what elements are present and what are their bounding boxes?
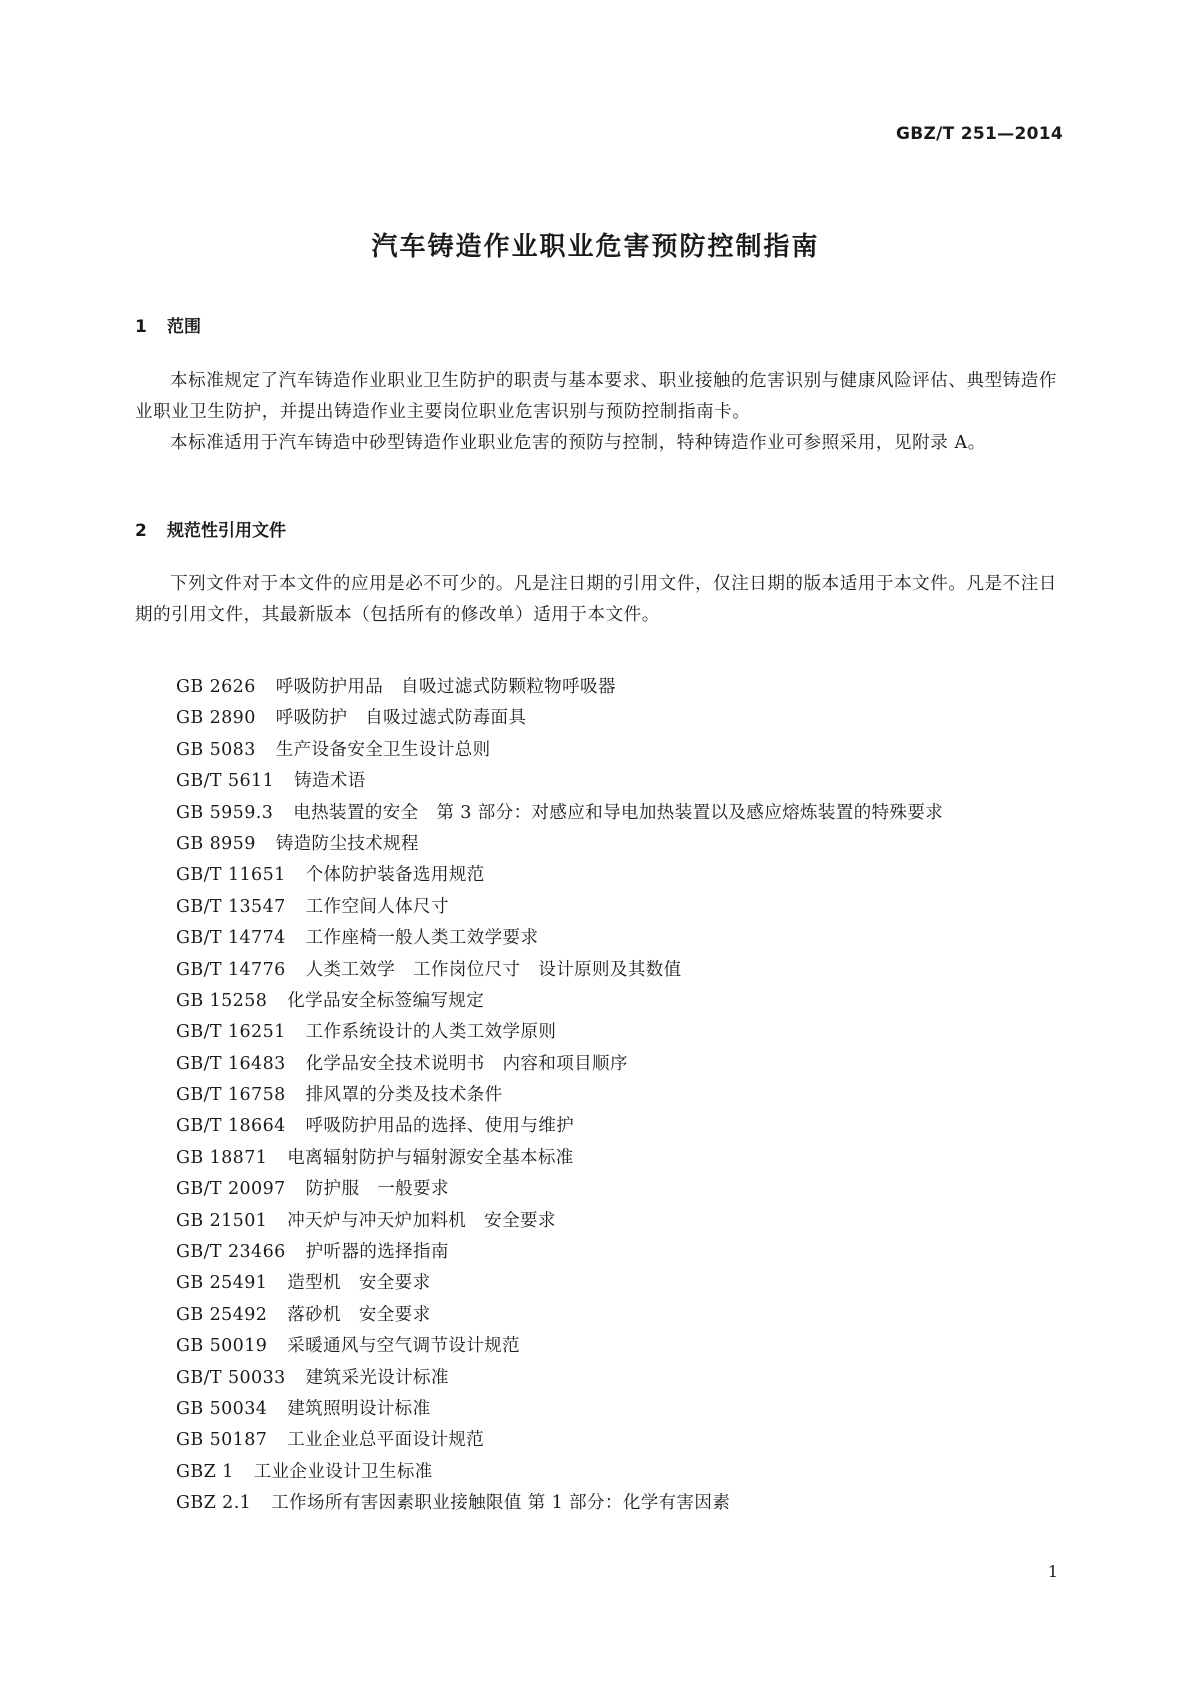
reference-title: 工作场所有害因素职业接触限值 第 1 部分：化学有害因素 bbox=[271, 1493, 731, 1514]
reference-item bbox=[176, 1237, 943, 1268]
reference-title: 工业企业设计卫生标准 bbox=[253, 1461, 433, 1482]
reference-item bbox=[176, 1488, 943, 1519]
reference-item bbox=[176, 1363, 943, 1394]
reference-list bbox=[176, 672, 943, 1520]
reference-item bbox=[176, 860, 943, 891]
reference-code: GB/T 5611 bbox=[176, 771, 275, 792]
reference-code: GB 5083 bbox=[176, 739, 256, 760]
reference-item bbox=[176, 892, 943, 923]
reference-code: GB/T 14776 bbox=[176, 959, 286, 980]
reference-code: GB/T 11651 bbox=[176, 865, 286, 886]
section-2-intro: 下列文件对于本文件的应用是必不可少的。凡是注日期的引用文件，仅注日期的版本适用于本文件。凡是不注日期的引用文件，其最新版本（包括所有的修改单）适用于本文件。 bbox=[135, 574, 1057, 625]
reference-title: 化学品安全技术说明书 内容和项目顺序 bbox=[305, 1053, 628, 1074]
section-2-title: 规范性引用文件 bbox=[167, 521, 286, 541]
reference-title: 呼吸防护 自吸过滤式防毒面具 bbox=[275, 708, 527, 729]
reference-item bbox=[176, 986, 943, 1017]
reference-item bbox=[176, 829, 943, 860]
reference-item bbox=[176, 766, 943, 797]
reference-title: 电热装置的安全 第 3 部分：对感应和导电加热装置以及感应熔炼装置的特殊要求 bbox=[293, 802, 944, 823]
section-1-paragraph-1: 本标准规定了汽车铸造作业职业卫生防护的职责与基本要求、职业接触的危害识别与健康风险评估、典型铸造作业职业卫生防护，并提出铸造作业主要岗位职业危害识别与预防控制指南卡。 bbox=[135, 371, 1057, 422]
reference-code: GB/T 13547 bbox=[176, 896, 286, 917]
reference-item bbox=[176, 1017, 943, 1048]
reference-title: 呼吸防护用品的选择、使用与维护 bbox=[305, 1116, 575, 1137]
section-1-paragraph-2: 本标准适用于汽车铸造中砂型铸造作业职业危害的预防与控制，特种铸造作业可参照采用，见附录 A。 bbox=[170, 433, 986, 453]
reference-title: 冲天炉与冲天炉加料机 安全要求 bbox=[287, 1210, 556, 1231]
reference-code: GBZ 2.1 bbox=[176, 1493, 252, 1514]
reference-title: 建筑照明设计标准 bbox=[287, 1398, 431, 1419]
reference-title: 护听器的选择指南 bbox=[305, 1242, 449, 1263]
reference-title: 造型机 安全要求 bbox=[287, 1273, 431, 1294]
reference-title: 排风罩的分类及技术条件 bbox=[305, 1085, 503, 1106]
reference-code: GB 50019 bbox=[176, 1336, 268, 1357]
reference-item bbox=[176, 672, 943, 703]
reference-code: GB/T 14774 bbox=[176, 928, 286, 949]
reference-title: 电离辐射防护与辐射源安全基本标准 bbox=[287, 1147, 574, 1168]
reference-item bbox=[176, 1268, 943, 1299]
reference-title: 落砂机 安全要求 bbox=[287, 1304, 431, 1325]
reference-title: 工作系统设计的人类工效学原则 bbox=[305, 1022, 557, 1043]
reference-item bbox=[176, 923, 943, 954]
section-2-heading bbox=[135, 516, 286, 541]
reference-code: GB/T 16758 bbox=[176, 1085, 286, 1106]
reference-title: 工业企业总平面设计规范 bbox=[287, 1430, 485, 1451]
reference-code: GB/T 18664 bbox=[176, 1116, 286, 1137]
reference-item bbox=[176, 1394, 943, 1425]
reference-title: 生产设备安全卫生设计总则 bbox=[275, 739, 491, 760]
reference-title: 化学品安全标签编写规定 bbox=[287, 990, 485, 1011]
reference-item bbox=[176, 1174, 943, 1205]
reference-title: 个体防护装备选用规范 bbox=[305, 865, 485, 886]
reference-code: GB 2890 bbox=[176, 708, 256, 729]
section-1-number: 1 bbox=[135, 317, 147, 337]
reference-item bbox=[176, 1457, 943, 1488]
reference-item bbox=[176, 955, 943, 986]
reference-code: GB/T 16483 bbox=[176, 1053, 286, 1074]
reference-title: 工作空间人体尺寸 bbox=[305, 896, 449, 917]
reference-title: 人类工效学 工作岗位尺寸 设计原则及其数值 bbox=[305, 959, 682, 980]
reference-code: GB 25492 bbox=[176, 1304, 268, 1325]
reference-code: GB 8959 bbox=[176, 833, 256, 854]
reference-item bbox=[176, 1111, 943, 1142]
reference-code: GB/T 16251 bbox=[176, 1022, 286, 1043]
reference-code: GB 21501 bbox=[176, 1210, 268, 1231]
document-title: 汽车铸造作业职业危害预防控制指南 bbox=[371, 232, 820, 262]
reference-code: GB 18871 bbox=[176, 1147, 268, 1168]
reference-title: 呼吸防护用品 自吸过滤式防颗粒物呼吸器 bbox=[275, 677, 616, 697]
reference-item bbox=[176, 1080, 943, 1111]
reference-item bbox=[176, 1300, 943, 1331]
reference-title: 铸造术语 bbox=[294, 771, 366, 792]
reference-title: 建筑采光设计标准 bbox=[305, 1367, 449, 1388]
reference-code: GB 5959.3 bbox=[176, 802, 274, 823]
reference-code: GB 2626 bbox=[176, 677, 256, 697]
reference-item bbox=[176, 1206, 943, 1237]
reference-code: GB 15258 bbox=[176, 990, 268, 1011]
section-1-heading bbox=[135, 312, 201, 337]
reference-title: 采暖通风与空气调节设计规范 bbox=[287, 1336, 520, 1357]
reference-code: GB/T 23466 bbox=[176, 1242, 286, 1263]
standard-code: GBZ/T 251—2014 bbox=[896, 124, 1063, 144]
reference-code: GB 25491 bbox=[176, 1273, 268, 1294]
reference-title: 铸造防尘技术规程 bbox=[275, 833, 419, 854]
section-1-title: 范围 bbox=[167, 317, 201, 337]
reference-item bbox=[176, 798, 943, 829]
reference-item bbox=[176, 1143, 943, 1174]
reference-item bbox=[176, 703, 943, 734]
reference-item bbox=[176, 1425, 943, 1456]
reference-title: 防护服 一般要求 bbox=[305, 1179, 449, 1200]
page-number: 1 bbox=[1047, 1562, 1058, 1581]
section-2-number: 2 bbox=[135, 521, 147, 541]
reference-item bbox=[176, 1049, 943, 1080]
reference-title: 工作座椅一般人类工效学要求 bbox=[305, 928, 539, 949]
reference-item bbox=[176, 735, 943, 766]
reference-code: GB/T 50033 bbox=[176, 1367, 286, 1388]
reference-code: GBZ 1 bbox=[176, 1461, 234, 1482]
reference-code: GB 50187 bbox=[176, 1430, 268, 1451]
reference-item bbox=[176, 1331, 943, 1362]
reference-code: GB 50034 bbox=[176, 1398, 268, 1419]
reference-code: GB/T 20097 bbox=[176, 1179, 286, 1200]
